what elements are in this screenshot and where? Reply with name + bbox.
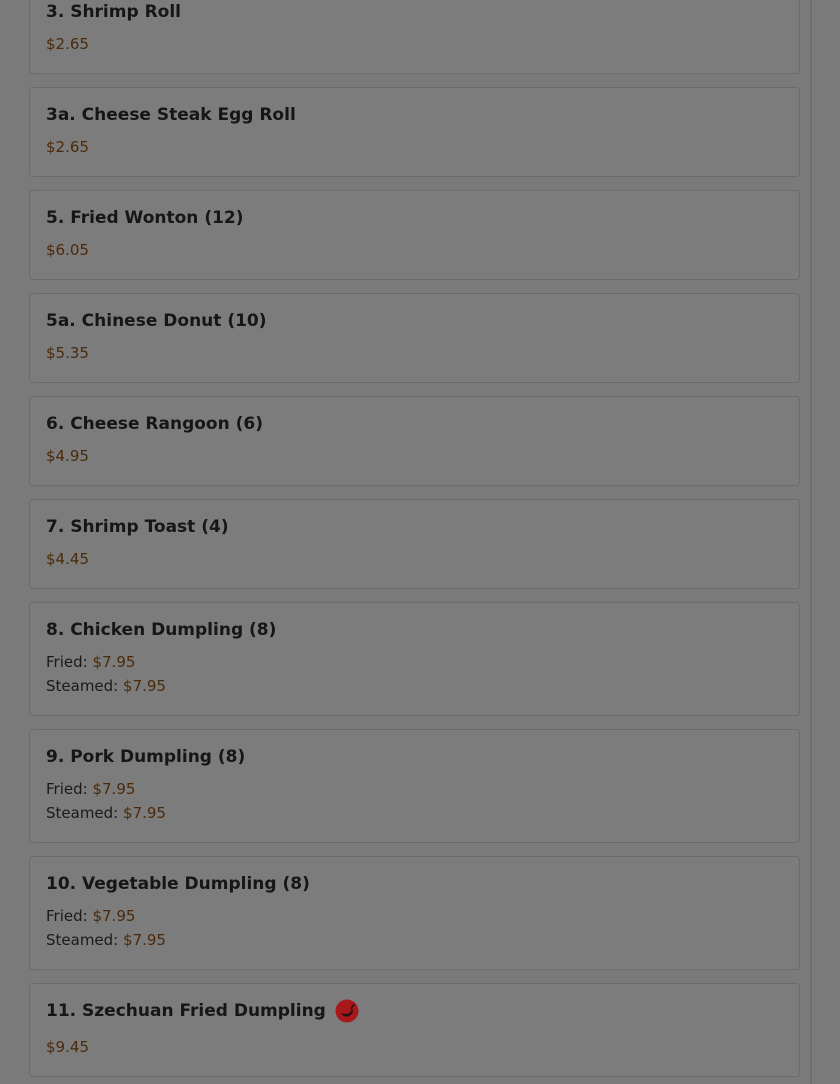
item-price xyxy=(46,341,783,365)
item-name: 3a. Cheese Steak Egg Roll xyxy=(46,105,296,125)
price-value: $7.95 xyxy=(123,677,166,695)
price-value: $7.95 xyxy=(92,907,136,925)
spicy-pepper-icon xyxy=(335,999,359,1023)
price-value: $7.95 xyxy=(123,804,166,822)
price-value: $9.45 xyxy=(46,1038,89,1056)
item-price-steamed xyxy=(46,674,783,698)
price-label: Steamed: xyxy=(46,804,119,822)
price-label: Fried: xyxy=(46,653,88,671)
item-price-steamed xyxy=(46,928,783,952)
item-price xyxy=(46,1035,783,1059)
price-label: Fried: xyxy=(46,780,88,798)
menu-item[interactable] xyxy=(29,983,800,1077)
menu-item[interactable] xyxy=(29,729,800,843)
item-price-fried xyxy=(46,904,783,928)
menu-item[interactable] xyxy=(29,856,800,970)
item-name: 8. Chicken Dumpling (8) xyxy=(46,620,277,640)
price-value: $7.95 xyxy=(92,653,136,671)
price-value: $4.95 xyxy=(46,447,89,465)
item-name: 7. Shrimp Toast (4) xyxy=(46,517,229,537)
item-price-steamed xyxy=(46,801,783,825)
item-price xyxy=(46,238,783,262)
price-label: Steamed: xyxy=(46,931,119,949)
item-price xyxy=(46,547,783,571)
item-price xyxy=(46,135,783,159)
item-name-row xyxy=(46,1000,783,1022)
price-value: $4.45 xyxy=(46,550,89,568)
item-name: 11. Szechuan Fried Dumpling xyxy=(46,1001,326,1021)
item-price xyxy=(46,444,783,468)
menu-item[interactable] xyxy=(29,602,800,716)
item-name: 6. Cheese Rangoon (6) xyxy=(46,414,263,434)
item-name: 5a. Chinese Donut (10) xyxy=(46,311,267,331)
price-value: $6.05 xyxy=(46,241,89,259)
item-price-fried xyxy=(46,777,783,801)
price-value: $7.95 xyxy=(92,780,136,798)
menu-item[interactable] xyxy=(29,396,800,486)
item-price-fried xyxy=(46,650,783,674)
item-name: 5. Fried Wonton (12) xyxy=(46,208,244,228)
price-value: $2.65 xyxy=(46,138,89,156)
menu-item[interactable] xyxy=(29,190,800,280)
price-value: $2.65 xyxy=(46,35,89,53)
item-price xyxy=(46,32,783,56)
menu-item-list xyxy=(29,0,800,1084)
price-value: $7.95 xyxy=(123,931,166,949)
price-value: $5.35 xyxy=(46,344,89,362)
item-name: 3. Shrimp Roll xyxy=(46,2,181,22)
item-name: 10. Vegetable Dumpling (8) xyxy=(46,874,310,894)
item-name: 9. Pork Dumpling (8) xyxy=(46,747,246,767)
menu-item[interactable] xyxy=(29,499,800,589)
price-label: Fried: xyxy=(46,907,88,925)
scrollbar[interactable] xyxy=(810,0,812,1084)
menu-item[interactable] xyxy=(29,87,800,177)
menu-item[interactable] xyxy=(29,293,800,383)
price-label: Steamed: xyxy=(46,677,119,695)
menu-item[interactable] xyxy=(29,0,800,74)
